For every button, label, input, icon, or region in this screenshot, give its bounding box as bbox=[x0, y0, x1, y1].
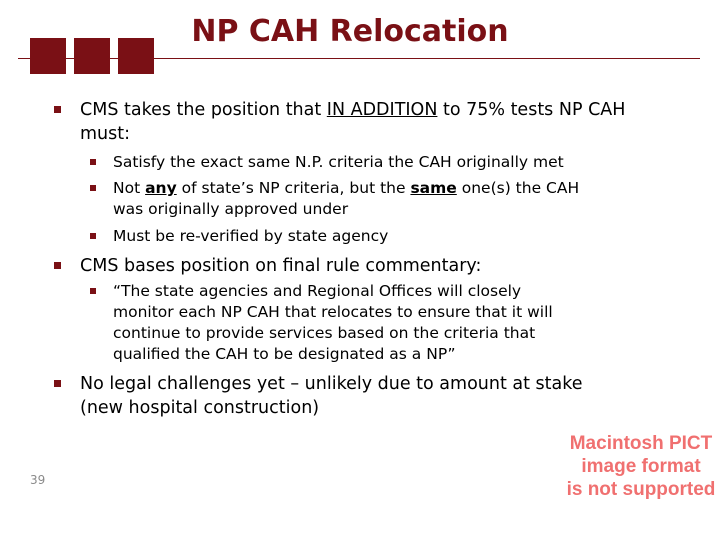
sub-bullet-text-part: Must be re-verified by state agency bbox=[113, 227, 389, 245]
placeholder-line: image format bbox=[581, 456, 701, 477]
sub-bullet-text-part: of state’s NP criteria, but the bbox=[176, 179, 411, 197]
square-bullet-icon bbox=[54, 380, 61, 387]
sub-bullet-text-part: Satisfy the exact same N.P. criteria the CAH originally met bbox=[113, 153, 564, 171]
square-bullet-icon bbox=[54, 106, 61, 113]
sub-bullet-text-part: “The state agencies and Regional Offices will closely monitor each NP CAH that relocates to ensure that it will continue to provide services based on the criteria that qualified the CAH to be designated as a NP” bbox=[113, 282, 553, 363]
sub-bullet-text-emphasis: any bbox=[145, 179, 177, 197]
placeholder-line: Macintosh PICT bbox=[569, 433, 713, 454]
sub-bullet-text bbox=[113, 152, 593, 173]
bullet-text-part: CMS bases position on final rule commentary: bbox=[80, 256, 482, 276]
bullet-text-part: to 75% tests NP CAH must: bbox=[80, 100, 626, 144]
sub-bullet-text bbox=[113, 226, 593, 247]
title-square-1 bbox=[30, 38, 66, 74]
page-number: 39 bbox=[30, 473, 46, 487]
title-square-3 bbox=[118, 38, 154, 74]
sub-bullet-text-part: one(s) the CAH was originally approved under bbox=[113, 179, 580, 218]
sub-bullet-text-emphasis: same bbox=[410, 179, 457, 197]
bullet-text-part: CMS takes the position that bbox=[80, 100, 327, 120]
unsupported-image-placeholder bbox=[556, 432, 720, 501]
title-square-2 bbox=[74, 38, 110, 74]
square-bullet-icon bbox=[90, 159, 96, 165]
square-bullet-icon bbox=[54, 262, 61, 269]
bullet-text-underlined: IN ADDITION bbox=[326, 100, 438, 120]
sub-bullet-text-part: Not bbox=[113, 179, 146, 197]
title-rule bbox=[18, 58, 700, 59]
sub-bullet-text bbox=[113, 178, 593, 220]
bullet-text bbox=[80, 254, 640, 278]
square-bullet-icon bbox=[90, 185, 96, 191]
bullet-text-part: No legal challenges yet – unlikely due to amount at stake (new hospital construction) bbox=[80, 374, 583, 418]
slide-title: NP CAH Relocation bbox=[191, 14, 509, 49]
bullet-text bbox=[80, 372, 610, 420]
placeholder-line: is not supported bbox=[566, 479, 716, 500]
square-bullet-icon bbox=[90, 233, 96, 239]
square-bullet-icon bbox=[90, 288, 96, 294]
bullet-text bbox=[80, 98, 640, 146]
sub-bullet-text bbox=[113, 281, 583, 365]
